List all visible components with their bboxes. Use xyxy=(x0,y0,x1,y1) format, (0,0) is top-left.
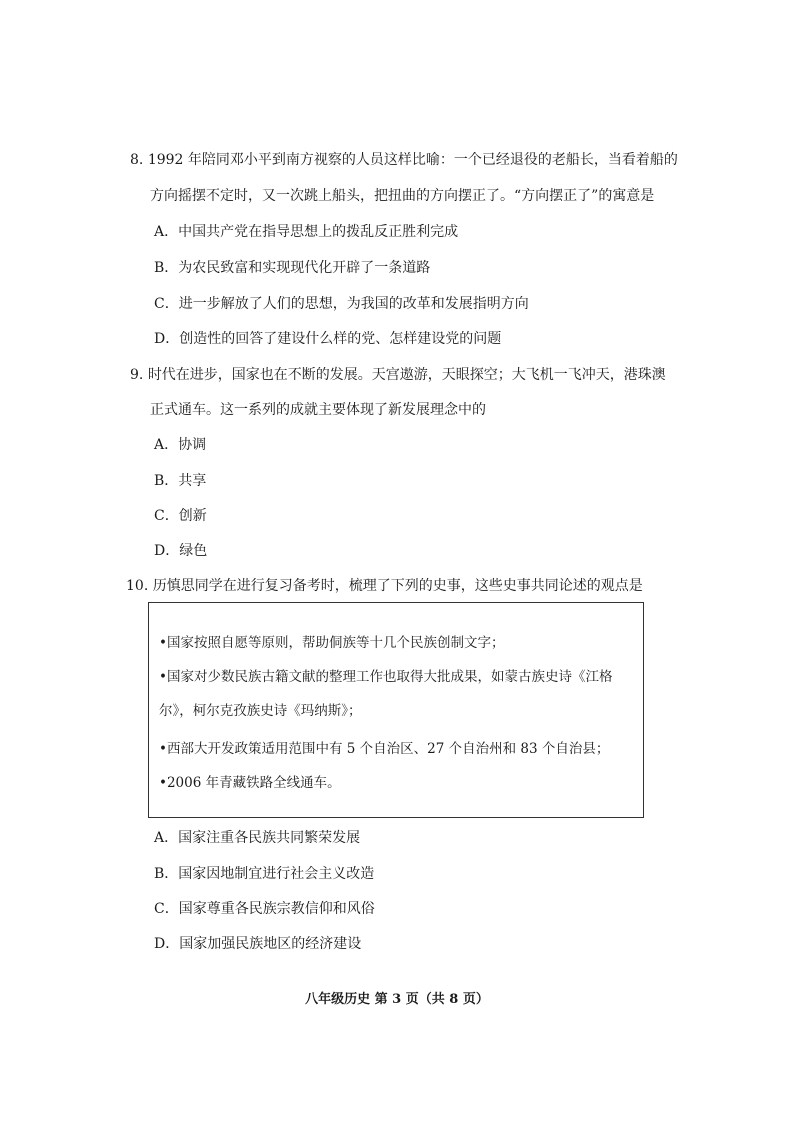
question-10-stem-line-1 xyxy=(126,576,643,596)
question-9-stem-line-2: 正式通车。这一系列的成就主要体现了新发展理念中的 xyxy=(150,402,486,418)
question-9-option-b: B．共享 xyxy=(154,473,207,489)
question-8-stem-line-2: 方向摇摆不定时，又一次跳上船头，把扭曲的方向摆正了。“方向摆正了”的寓意是 xyxy=(150,188,655,204)
question-10-option-a: A．国家注重各民族共同繁荣发展 xyxy=(154,830,361,846)
material-item-2: •国家对少数民族古籍文献的整理工作也取得大批成果，如蒙古族史诗《江格 xyxy=(159,669,613,685)
material-item-2-continued: 尔》，柯尔克孜族史诗《玛纳斯》； xyxy=(159,703,362,719)
question-9-option-c: C．创新 xyxy=(154,508,207,524)
question-9-number: 9. xyxy=(130,367,144,383)
question-9-stem-text-1: 时代在进步，国家也在不断的发展。天宫遨游，天眼探空；大飞机一飞冲天，港珠澳 xyxy=(147,367,666,383)
question-10-number: 10. xyxy=(126,578,149,594)
question-8-number: 8. xyxy=(130,152,144,168)
material-item-3: •西部大开发政策适用范围中有 5 个自治区、27 个自治州和 83 个自治县； xyxy=(159,741,610,757)
material-item-4: •2006 年青藏铁路全线通车。 xyxy=(159,775,341,791)
question-8-option-c: C．进一步解放了人们的思想，为我国的改革和发展指明方向 xyxy=(154,296,529,312)
question-10-stem-text-1: 历慎思同学在进行复习备考时，梳理了下列的史事，这些史事共同论述的观点是 xyxy=(152,578,643,594)
question-8-stem-text-1: 1992 年陪同邓小平到南方视察的人员这样比喻：一个已经退役的老船长，当看着船的 xyxy=(147,152,678,168)
material-box xyxy=(148,602,644,818)
question-10-option-b: B．国家因地制宜进行社会主义改造 xyxy=(154,866,375,882)
question-10-option-c: C．国家尊重各民族宗教信仰和风俗 xyxy=(154,901,375,917)
question-9-stem-line-1 xyxy=(130,365,666,385)
page-footer: 八年级历史 第 3 页（共 8 页） xyxy=(305,992,489,1007)
question-8-option-d: D．创造性的回答了建设什么样的党、怎样建设党的问题 xyxy=(154,331,502,347)
material-item-1: •国家按照自愿等原则，帮助侗族等十几个民族创制文字； xyxy=(159,635,505,651)
question-8-option-b: B．为农民致富和实现现代化开辟了一条道路 xyxy=(154,260,431,276)
question-9-option-a: A．协调 xyxy=(154,437,207,453)
question-8-option-a: A．中国共产党在指导思想上的拨乱反正胜利完成 xyxy=(154,224,459,240)
question-8-stem-line-1 xyxy=(130,150,678,170)
question-9-option-d: D．绿色 xyxy=(154,543,208,559)
question-10-option-d: D．国家加强民族地区的经济建设 xyxy=(154,936,362,952)
